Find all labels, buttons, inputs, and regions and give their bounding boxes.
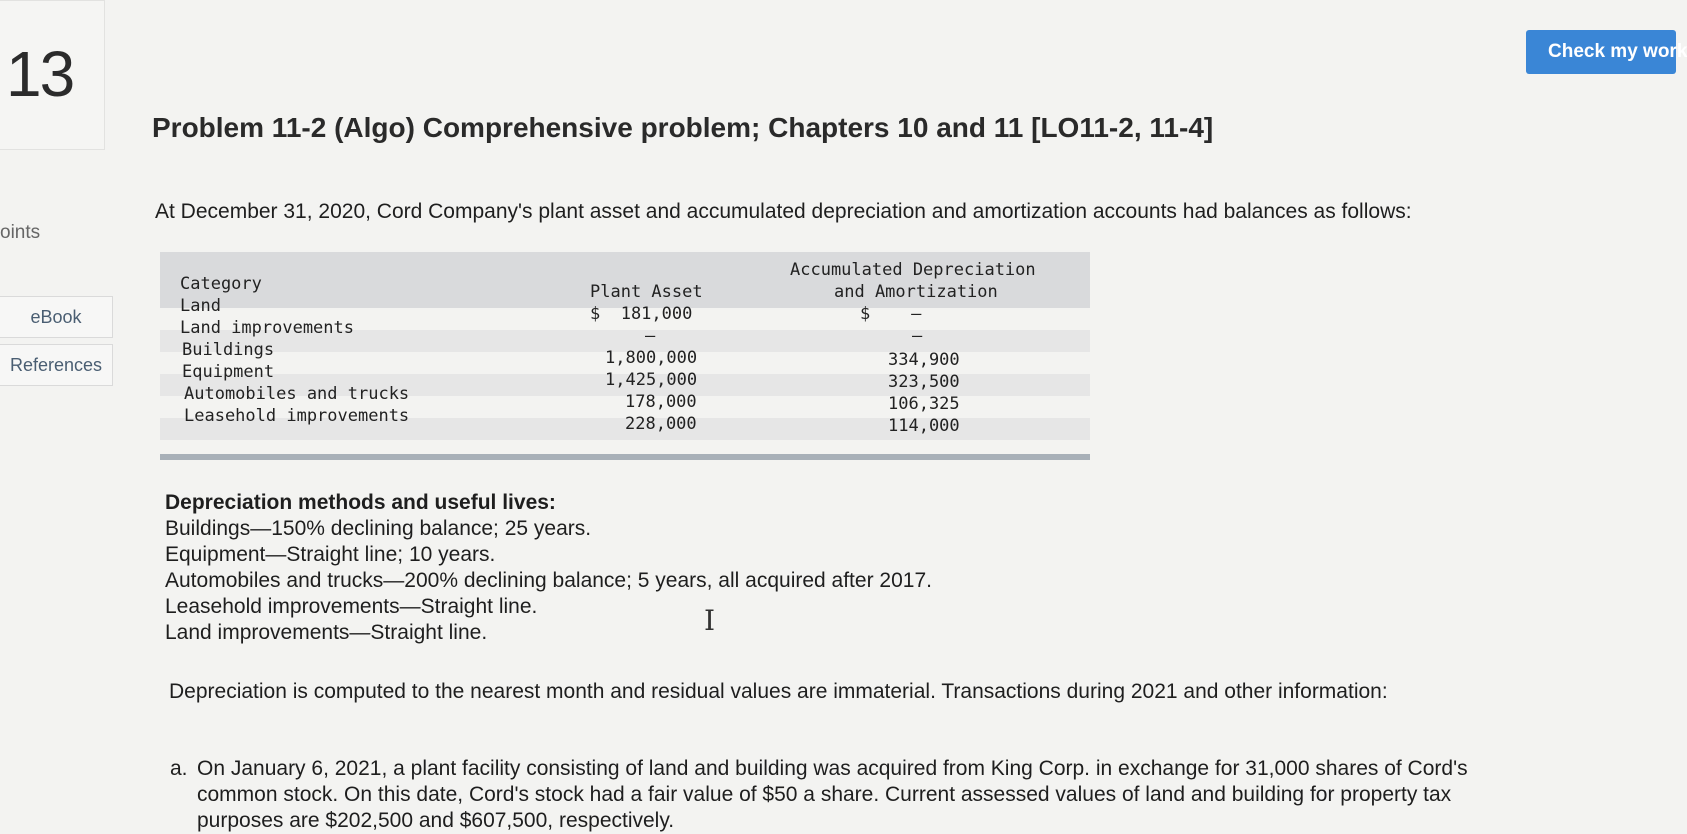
transaction-label: a. [170,757,188,780]
methods-line: Automobiles and trucks—200% declining balance; 5 years, all acquired after 2017. [165,569,932,592]
question-number: 13 [6,38,74,110]
row-plant: 228,000 [625,414,697,434]
row-accum: 114,000 [888,416,960,436]
methods-line: Buildings—150% declining balance; 25 years. [165,517,592,540]
balances-table [160,252,1090,460]
intro-text: At December 31, 2020, Cord Company's plant asset and accumulated depreciation and amortization accounts had balances as follows: [155,200,1412,223]
row-category: Land [180,296,221,316]
depreciation-methods [165,490,932,646]
check-my-work-button[interactable]: Check my work [1526,30,1676,74]
transaction-item [170,756,1530,834]
row-accum: – [912,326,923,346]
points-label: oints [0,222,41,243]
methods-line: Land improvements—Straight line. [165,621,488,644]
left-panel [0,0,108,832]
text-cursor-icon: I [704,604,716,637]
row-accum: 334,900 [888,350,960,370]
row-plant: 1,425,000 [605,370,698,390]
row-accum: 323,500 [888,372,960,392]
header-accum-line1: Accumulated Depreciation [790,260,1036,280]
row-category: Automobiles and trucks [184,384,410,404]
row-accum: 106,325 [888,394,960,414]
methods-line: Equipment—Straight line; 10 years. [165,543,496,566]
problem-title: Problem 11-2 (Algo) Comprehensive problem; Chapters 10 and 11 [LO11-2, 11-4] [152,112,1214,143]
row-category: Land improvements [180,318,354,338]
header-category: Category [180,274,262,294]
question-number-box [0,0,105,150]
row-plant: 178,000 [625,392,697,412]
row-category: Buildings [182,340,275,360]
transaction-text: On January 6, 2021, a plant facility consisting of land and building was acquired from King Corp. in exchange for 31,000 shares of Cord's common stock. On this date, Cord's stock had a fair value of $50 a share. Current assessed values of land and building for property tax purposes are $202,500 and $607,500, respectively. [197,757,1468,832]
references-button[interactable]: References [0,344,113,386]
ebook-button[interactable]: eBook [0,296,113,338]
row-category: Leasehold improvements [184,406,410,426]
depreciation-note: Depreciation is computed to the nearest month and residual values are immaterial. Transactions during 2021 and other information: [169,680,1388,703]
header-accum-line2: and Amortization [834,282,998,302]
methods-line: Leasehold improvements—Straight line. [165,595,538,618]
row-plant: – [645,326,656,346]
row-category: Equipment [182,362,275,382]
header-plant-asset: Plant Asset [590,282,703,302]
row-plant: 1,800,000 [605,348,698,368]
methods-heading: Depreciation methods and useful lives: [165,491,556,514]
row-accum: $ – [860,304,922,324]
table-bottom-rule [160,454,1090,460]
row-plant: $ 181,000 [590,304,693,324]
